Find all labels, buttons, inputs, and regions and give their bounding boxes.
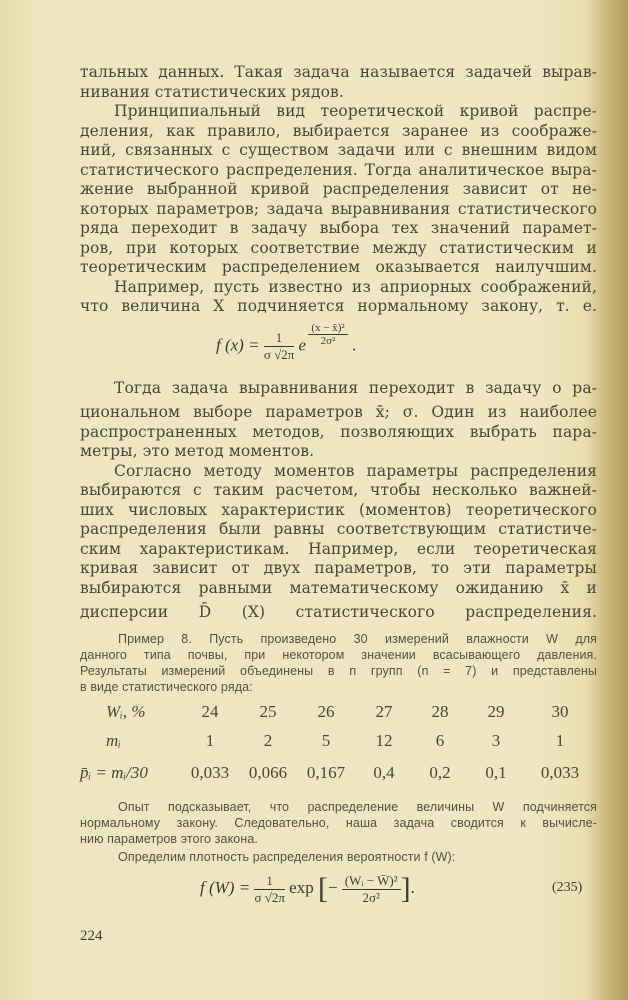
conclusion-line: нию параметров этого закона. xyxy=(80,832,258,846)
table-cell-p: 0,033 xyxy=(540,763,580,782)
conclusion-line: Определим плотность распределения вероятности f (W): xyxy=(118,850,456,864)
text-line: выбираются с таким расчетом, чтобы несколько важней- xyxy=(80,481,597,499)
fraction-numerator: 1 xyxy=(254,873,284,890)
row-label-w: Wᵢ, % xyxy=(106,702,146,721)
text-line: кривая зависит от двух параметров, то эти параметры xyxy=(80,559,597,577)
formula-fraction xyxy=(264,330,294,363)
conclusion-line: Опыт подсказывает, что распределение величины W подчиняется xyxy=(118,800,597,814)
formula-lhs: f (x) = xyxy=(216,335,260,355)
example-line: Результаты измерений объединены в n групп (n = 7) и представлены xyxy=(80,664,597,678)
conclusion-line: нормальному закону. Следовательно, наша задача сводится к вычисле- xyxy=(80,816,597,830)
text-line: тальных данных. Такая задача называется задачей вырав- xyxy=(80,63,597,81)
table-cell-W: 24 xyxy=(201,702,219,721)
text-line: Например, пусть известно из априорных соображений, xyxy=(114,278,597,296)
text-line: выбираются равными математическому ожиданию x̄ и xyxy=(80,579,597,597)
text-line: теоретическим распределением оказывается наилучшим. xyxy=(80,258,597,276)
table-cell-W: 29 xyxy=(487,702,505,721)
bracket-numerator: (Wᵢ − W̄)² xyxy=(342,873,401,890)
table-cell-W: 28 xyxy=(431,702,449,721)
fraction-denominator: σ √2π xyxy=(263,347,295,362)
left-bracket: [ xyxy=(317,872,328,905)
text-line: дисперсии D̄ (X) статистического распределения. xyxy=(80,603,597,621)
table-cell-p: 0,4 xyxy=(373,763,395,782)
table-cell-p: 0,066 xyxy=(248,763,288,782)
example-line: данного типа почвы, при некотором значении всасывающего давления. xyxy=(80,648,597,662)
exp-base: e xyxy=(298,335,307,355)
example-line: Пример 8. Пусть произведено 30 измерений влажности W для xyxy=(118,632,597,646)
example-line: в виде статистического ряда: xyxy=(80,680,253,694)
text-line: ров, при которых соответствие между статистическим и xyxy=(80,239,597,257)
table-cell-W: 26 xyxy=(317,702,335,721)
exponent-numerator: (x − x̄)² xyxy=(308,322,347,335)
row-label-p: p̄ᵢ = mᵢ/30 xyxy=(80,763,148,782)
table-cell-p: 0,167 xyxy=(306,763,346,782)
text-line: ний, связанных с существом задачи или с внешним видом xyxy=(80,141,597,159)
right-bracket: ] xyxy=(400,872,411,905)
text-line: которых параметров; задача выравнивания статистического xyxy=(80,200,597,218)
table-cell-m: 3 xyxy=(491,731,501,750)
formula-fraction xyxy=(254,873,284,906)
fraction-numerator: 1 xyxy=(264,330,294,347)
table-cell-W: 30 xyxy=(551,702,569,721)
formula-period: . xyxy=(410,877,415,897)
fraction-denominator: σ √2π xyxy=(254,889,285,905)
table-cell-m: 6 xyxy=(435,731,445,750)
text-line: распространенных методов, позволяющих выбрать пара- xyxy=(80,423,597,441)
normal-density-formula xyxy=(216,322,357,363)
page-number: 224 xyxy=(80,928,103,944)
row-label-m: mᵢ xyxy=(106,731,121,750)
text-line: Согласно методу моментов параметры распределения xyxy=(114,462,597,480)
table-cell-W: 27 xyxy=(375,702,393,721)
density-formula-235 xyxy=(200,872,415,906)
text-line: распределения были равны соответствующим статистиче- xyxy=(80,520,597,538)
text-line: Принципиальный вид теоретической кривой распре- xyxy=(114,102,597,120)
formula-lhs: f (W) = xyxy=(200,877,251,897)
table-cell-p: 0,1 xyxy=(485,763,507,782)
text-line: ших числовых характеристик (моментов) теоретического xyxy=(80,501,597,519)
exponent-fraction xyxy=(308,322,347,347)
text-line: деления, как правило, выбирается заранее из соображе- xyxy=(80,122,597,140)
text-line: статистического распределения. Тогда аналитическое выра- xyxy=(80,161,597,179)
bracket-denominator: 2σ² xyxy=(362,889,380,905)
text-line: Тогда задача выравнивания переходит в задачу о ра- xyxy=(114,379,597,397)
minus-sign: − xyxy=(327,877,338,897)
equation-number: (235) xyxy=(552,880,583,895)
table-cell-p: 0,2 xyxy=(429,763,451,782)
text-line: метры, это метод моментов. xyxy=(80,442,315,460)
exp-function: exp xyxy=(289,877,314,897)
text-line: циональном выборе параметров x̄; σ. Один из наиболее xyxy=(80,403,597,421)
bracket-fraction xyxy=(342,873,401,906)
table-cell-p: 0,033 xyxy=(190,763,230,782)
exponent-denominator: 2σ² xyxy=(320,335,336,347)
table-cell-m: 12 xyxy=(375,731,393,750)
table-cell-m: 1 xyxy=(205,731,215,750)
table-cell-W: 25 xyxy=(259,702,277,721)
table-cell-m: 1 xyxy=(555,731,565,750)
text-line: ским характеристикам. Например, если теоретическая xyxy=(80,540,597,558)
table-cell-m: 2 xyxy=(263,731,273,750)
text-line: жение выбранной кривой распределения зависит от не- xyxy=(80,180,597,198)
text-line: ряда переходит в задачу выбора тех значений парамет- xyxy=(80,219,597,237)
text-line: что величина X подчиняется нормальному закону, т. е. xyxy=(80,297,597,315)
table-cell-m: 5 xyxy=(321,731,331,750)
formula-period: . xyxy=(351,335,357,355)
text-line: нивания статистических рядов. xyxy=(80,83,344,101)
